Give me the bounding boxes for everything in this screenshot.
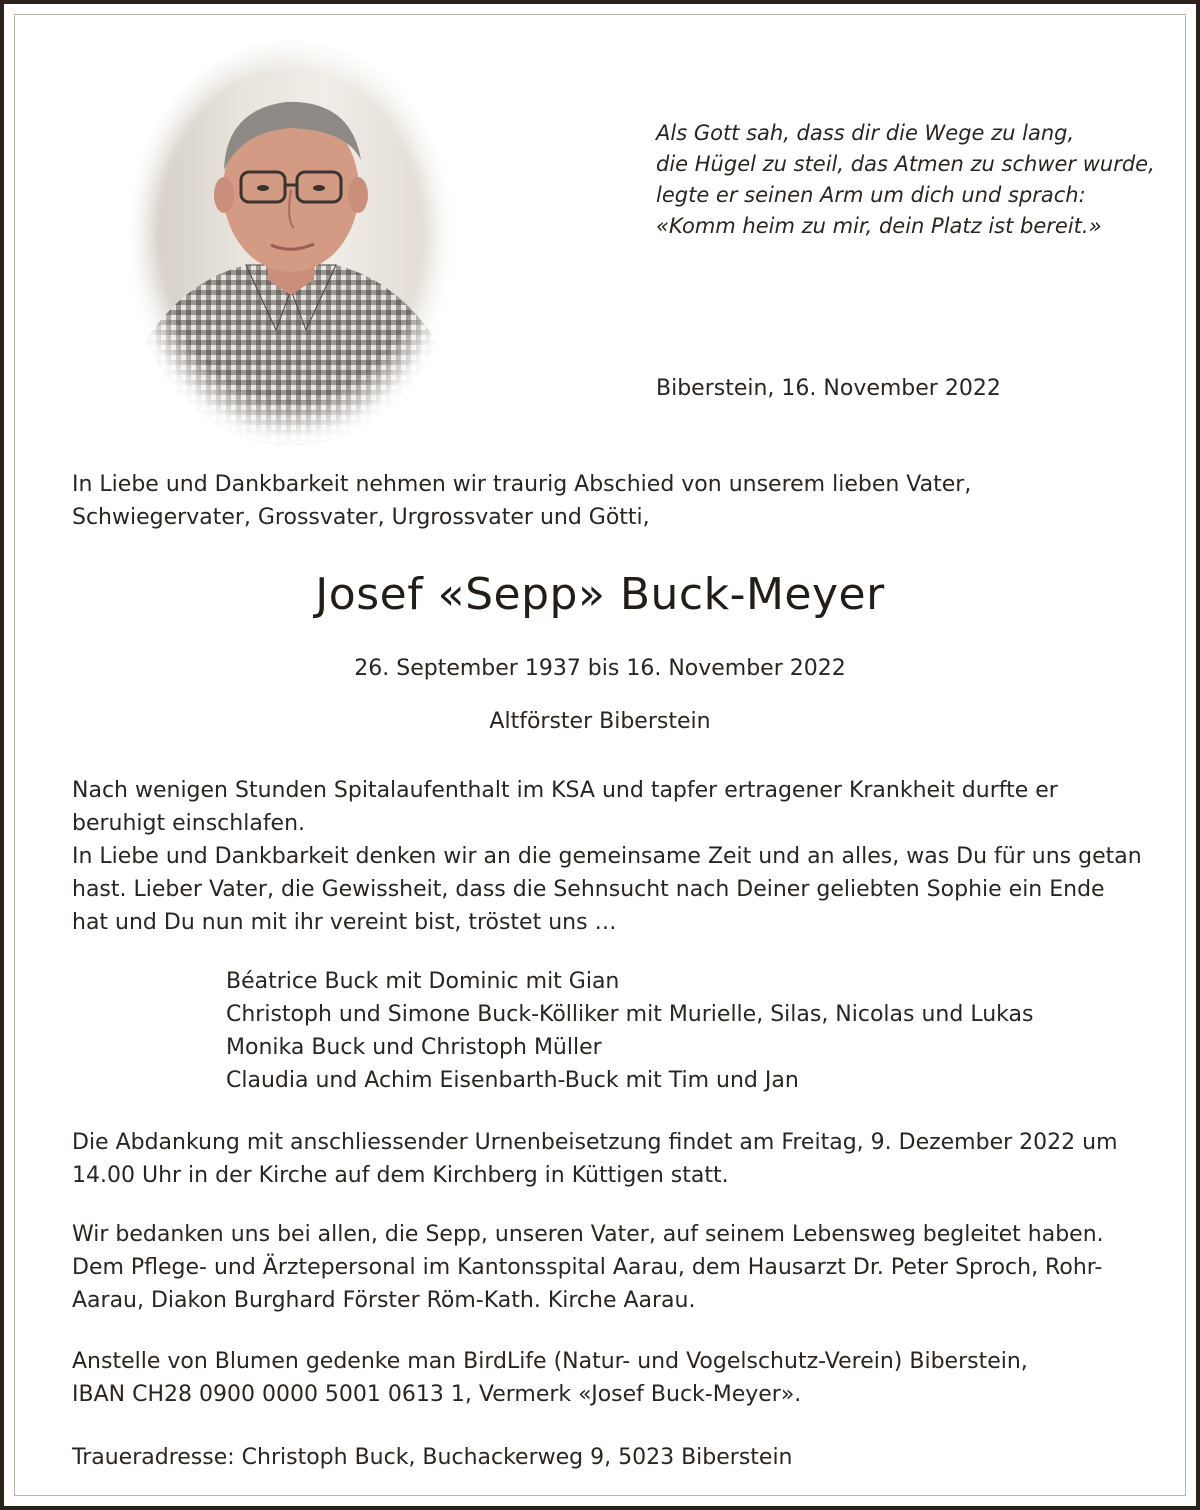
verse-line: legte er seinen Arm um dich und sprach:: [656, 183, 1086, 207]
message-paragraph: Nach wenigen Stunden Spitalaufenthalt im KSA und tapfer ertragener Krankheit durfte er beruhigt einschlafen.: [72, 778, 1058, 836]
donation-line: Anstelle von Blumen gedenke man BirdLife (Natur- und Vogelschutz-Verein) Biberstein,: [72, 1349, 1028, 1374]
family-member: Monika Buck und Christoph Müller: [226, 1035, 602, 1060]
message-paragraph: In Liebe und Dankbarkeit denken wir an die gemeinsame Zeit und an alles, was Du für uns getan hast. Lieber Vater, die Gewissheit, dass die Sehnsucht nach Deiner geliebten Sophie ein Ende hat und Du nun mit ihr vereint bist, tröstet uns …: [72, 844, 1142, 935]
deceased-title: Altförster Biberstein: [489, 709, 711, 734]
verse-line: die Hügel zu steil, das Atmen zu schwer wurde,: [656, 152, 1155, 176]
life-dates: 26. September 1937 bis 16. November 2022: [354, 656, 846, 681]
intro-text: In Liebe und Dankbarkeit nehmen wir traurig Abschied von unserem lieben Vater, Schwiegervater, Grossvater, Urgrossvater und Götti,: [72, 472, 972, 530]
verse-line: «Komm heim zu mir, dein Platz ist bereit.»: [656, 214, 1102, 238]
memorial-verse: [656, 118, 1156, 242]
message-text: [72, 774, 1142, 939]
family-member: Claudia und Achim Eisenbarth-Buck mit Tim und Jan: [226, 1068, 799, 1093]
ceremony-text: Die Abdankung mit anschliessender Urnenbeisetzung findet am Freitag, 9. Dezember 2022 um 14.00 Uhr in der Kirche auf dem Kirchberg in Küttigen statt.: [72, 1130, 1118, 1188]
place-date: Biberstein, 16. November 2022: [656, 376, 1001, 401]
family-member: Christoph und Simone Buck-Kölliker mit Murielle, Silas, Nicolas und Lukas: [226, 1002, 1034, 1027]
deceased-name: Josef «Sepp» Buck-Meyer: [315, 569, 885, 620]
mourning-address: Traueradresse: Christoph Buck, Buchackerweg 9, 5023 Biberstein: [72, 1445, 793, 1470]
family-list: [226, 965, 1033, 1097]
portrait-illustration: [126, 40, 456, 445]
donation-text: [72, 1345, 1142, 1411]
portrait-photo: [126, 40, 456, 445]
verse-line: Als Gott sah, dass dir die Wege zu lang,: [656, 121, 1075, 145]
donation-iban-line: IBAN CH28 0900 0000 5001 0613 1, Vermerk «Josef Buck-Meyer».: [72, 1382, 802, 1407]
thanks-text: Wir bedanken uns bei allen, die Sepp, unseren Vater, auf seinem Lebensweg begleitet haben. Dem Pflege- und Ärztepersonal im Kantonsspital Aarau, dem Hausarzt Dr. Peter Sproch, Rohr-Aarau, Diakon Burghard Förster Röm-Kath. Kirche Aarau.: [72, 1222, 1104, 1313]
family-member: Béatrice Buck mit Dominic mit Gian: [226, 969, 620, 994]
